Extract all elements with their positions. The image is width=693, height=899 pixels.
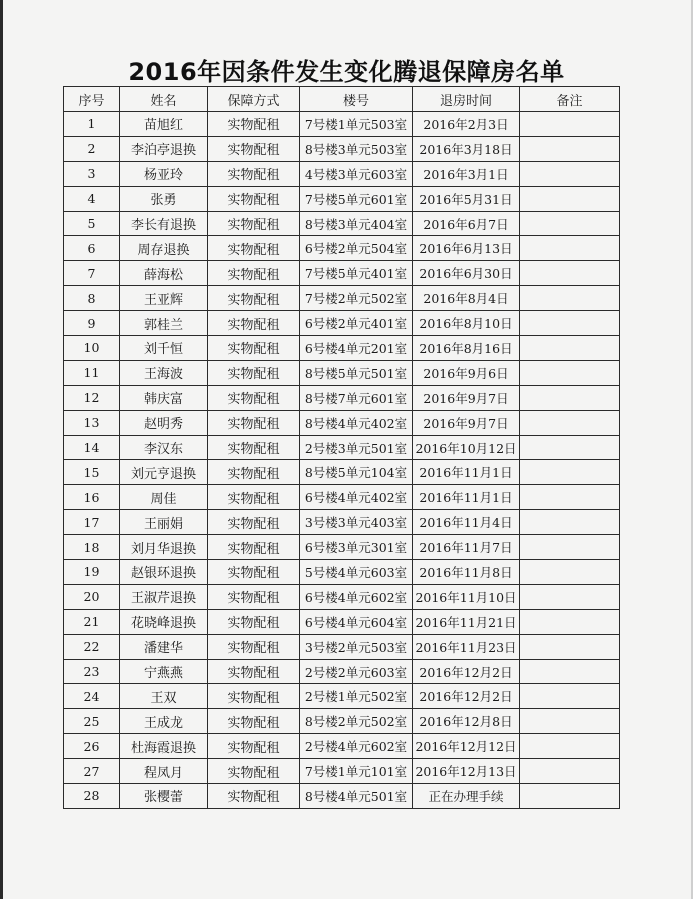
cell-method: 实物配租 [208, 261, 300, 286]
table-row [64, 560, 620, 585]
cell-date: 2016年11月23日 [413, 634, 520, 659]
cell-name: 李长有退换 [120, 211, 208, 236]
cell-date: 2016年8月16日 [413, 336, 520, 361]
table-row [64, 261, 620, 286]
cell-date: 2016年3月18日 [413, 136, 520, 161]
cell-note [520, 784, 620, 809]
cell-note [520, 136, 620, 161]
cell-no: 5 [64, 211, 120, 236]
cell-no: 19 [64, 560, 120, 585]
cell-no: 6 [64, 236, 120, 261]
table-row [64, 311, 620, 336]
cell-no: 7 [64, 261, 120, 286]
cell-building: 6号楼4单元602室 [300, 584, 413, 609]
table-row [64, 112, 620, 137]
cell-date: 2016年9月7日 [413, 410, 520, 435]
cell-name: 韩庆富 [120, 385, 208, 410]
cell-building: 8号楼3单元404室 [300, 211, 413, 236]
cell-building: 4号楼3单元603室 [300, 161, 413, 186]
table-row [64, 609, 620, 634]
table-row [64, 136, 620, 161]
cell-method: 实物配租 [208, 485, 300, 510]
cell-name: 王成龙 [120, 709, 208, 734]
cell-no: 18 [64, 535, 120, 560]
table-row [64, 435, 620, 460]
cell-name: 刘月华退换 [120, 535, 208, 560]
table-row [64, 734, 620, 759]
cell-date: 2016年6月7日 [413, 211, 520, 236]
cell-method: 实物配租 [208, 510, 300, 535]
cell-date: 2016年11月21日 [413, 609, 520, 634]
cell-note [520, 684, 620, 709]
cell-note [520, 510, 620, 535]
cell-note [520, 112, 620, 137]
cell-method: 实物配租 [208, 336, 300, 361]
cell-note [520, 759, 620, 784]
cell-name: 周存退换 [120, 236, 208, 261]
cell-building: 2号楼2单元603室 [300, 659, 413, 684]
document-title: 2016年因条件发生变化腾退保障房名单 [128, 58, 565, 86]
cell-building: 8号楼7单元601室 [300, 385, 413, 410]
cell-note [520, 286, 620, 311]
table-row [64, 336, 620, 361]
header-date: 退房时间 [413, 87, 520, 112]
cell-building: 2号楼3单元501室 [300, 435, 413, 460]
table-row [64, 759, 620, 784]
cell-method: 实物配租 [208, 634, 300, 659]
cell-building: 5号楼4单元603室 [300, 560, 413, 585]
table-row [64, 385, 620, 410]
cell-method: 实物配租 [208, 360, 300, 385]
cell-no: 4 [64, 186, 120, 211]
cell-method: 实物配租 [208, 460, 300, 485]
cell-date: 2016年2月3日 [413, 112, 520, 137]
cell-date: 2016年10月12日 [413, 435, 520, 460]
cell-no: 28 [64, 784, 120, 809]
cell-date: 2016年3月1日 [413, 161, 520, 186]
cell-no: 9 [64, 311, 120, 336]
cell-method: 实物配租 [208, 609, 300, 634]
cell-note [520, 385, 620, 410]
cell-note [520, 609, 620, 634]
cell-building: 3号楼2单元503室 [300, 634, 413, 659]
table-row [64, 161, 620, 186]
cell-method: 实物配租 [208, 236, 300, 261]
cell-building: 7号楼1单元101室 [300, 759, 413, 784]
cell-method: 实物配租 [208, 211, 300, 236]
cell-name: 李汉东 [120, 435, 208, 460]
cell-building: 7号楼1单元503室 [300, 112, 413, 137]
cell-note [520, 634, 620, 659]
cell-building: 8号楼4单元501室 [300, 784, 413, 809]
table-row [64, 360, 620, 385]
cell-date: 2016年12月12日 [413, 734, 520, 759]
header-name: 姓名 [120, 87, 208, 112]
cell-name: 程凤月 [120, 759, 208, 784]
cell-note [520, 336, 620, 361]
cell-note [520, 410, 620, 435]
cell-no: 21 [64, 609, 120, 634]
cell-no: 25 [64, 709, 120, 734]
cell-date: 2016年6月13日 [413, 236, 520, 261]
cell-name: 宁燕燕 [120, 659, 208, 684]
cell-note [520, 709, 620, 734]
header-no: 序号 [64, 87, 120, 112]
cell-name: 苗旭红 [120, 112, 208, 137]
header-building: 楼号 [300, 87, 413, 112]
cell-name: 赵银环退换 [120, 560, 208, 585]
cell-method: 实物配租 [208, 385, 300, 410]
cell-method: 实物配租 [208, 560, 300, 585]
cell-no: 3 [64, 161, 120, 186]
cell-building: 7号楼2单元502室 [300, 286, 413, 311]
cell-name: 王亚辉 [120, 286, 208, 311]
cell-note [520, 485, 620, 510]
table-row [64, 460, 620, 485]
cell-building: 6号楼3单元301室 [300, 535, 413, 560]
cell-building: 6号楼4单元604室 [300, 609, 413, 634]
cell-building: 6号楼4单元402室 [300, 485, 413, 510]
cell-date: 2016年12月2日 [413, 659, 520, 684]
cell-name: 刘元亨退换 [120, 460, 208, 485]
cell-building: 3号楼3单元403室 [300, 510, 413, 535]
cell-note [520, 734, 620, 759]
header-note: 备注 [520, 87, 620, 112]
cell-no: 12 [64, 385, 120, 410]
cell-building: 6号楼2单元401室 [300, 311, 413, 336]
cell-name: 张樱蕾 [120, 784, 208, 809]
cell-no: 14 [64, 435, 120, 460]
cell-note [520, 311, 620, 336]
cell-date: 2016年12月2日 [413, 684, 520, 709]
cell-method: 实物配租 [208, 584, 300, 609]
cell-date: 2016年11月1日 [413, 460, 520, 485]
cell-method: 实物配租 [208, 161, 300, 186]
cell-date: 2016年11月4日 [413, 510, 520, 535]
cell-no: 23 [64, 659, 120, 684]
cell-name: 潘建华 [120, 634, 208, 659]
roster-body [64, 112, 620, 809]
cell-method: 实物配租 [208, 684, 300, 709]
cell-name: 薛海松 [120, 261, 208, 286]
cell-date: 2016年9月6日 [413, 360, 520, 385]
cell-name: 王双 [120, 684, 208, 709]
table-row [64, 584, 620, 609]
cell-name: 王淑芹退换 [120, 584, 208, 609]
cell-building: 8号楼5单元104室 [300, 460, 413, 485]
cell-no: 10 [64, 336, 120, 361]
cell-name: 郭桂兰 [120, 311, 208, 336]
cell-no: 2 [64, 136, 120, 161]
cell-no: 11 [64, 360, 120, 385]
cell-building: 6号楼2单元504室 [300, 236, 413, 261]
cell-building: 8号楼3单元503室 [300, 136, 413, 161]
cell-method: 实物配租 [208, 186, 300, 211]
cell-method: 实物配租 [208, 709, 300, 734]
table-row [64, 535, 620, 560]
cell-method: 实物配租 [208, 112, 300, 137]
cell-name: 杨亚玲 [120, 161, 208, 186]
cell-name: 杜海霞退换 [120, 734, 208, 759]
cell-no: 17 [64, 510, 120, 535]
cell-no: 26 [64, 734, 120, 759]
cell-date: 2016年11月7日 [413, 535, 520, 560]
cell-note [520, 236, 620, 261]
cell-building: 8号楼5单元501室 [300, 360, 413, 385]
cell-date: 2016年11月1日 [413, 485, 520, 510]
cell-method: 实物配租 [208, 734, 300, 759]
table-row [64, 709, 620, 734]
cell-building: 7号楼5单元401室 [300, 261, 413, 286]
cell-note [520, 560, 620, 585]
cell-date: 2016年11月8日 [413, 560, 520, 585]
cell-name: 张勇 [120, 186, 208, 211]
cell-note [520, 435, 620, 460]
cell-note [520, 360, 620, 385]
cell-name: 刘千恒 [120, 336, 208, 361]
cell-building: 2号楼1单元502室 [300, 684, 413, 709]
table-row [64, 186, 620, 211]
table-row [64, 211, 620, 236]
cell-note [520, 535, 620, 560]
header-method: 保障方式 [208, 87, 300, 112]
cell-name: 赵明秀 [120, 410, 208, 435]
cell-note [520, 161, 620, 186]
cell-building: 7号楼5单元601室 [300, 186, 413, 211]
table-row [64, 634, 620, 659]
cell-method: 实物配租 [208, 435, 300, 460]
cell-name: 王丽娟 [120, 510, 208, 535]
cell-no: 27 [64, 759, 120, 784]
cell-name: 周佳 [120, 485, 208, 510]
cell-building: 8号楼2单元502室 [300, 709, 413, 734]
cell-note [520, 659, 620, 684]
cell-method: 实物配租 [208, 311, 300, 336]
cell-no: 24 [64, 684, 120, 709]
cell-date: 2016年11月10日 [413, 584, 520, 609]
cell-no: 13 [64, 410, 120, 435]
cell-no: 8 [64, 286, 120, 311]
cell-method: 实物配租 [208, 759, 300, 784]
cell-name: 李泊亭退换 [120, 136, 208, 161]
table-row [64, 784, 620, 809]
cell-no: 15 [64, 460, 120, 485]
cell-note [520, 460, 620, 485]
cell-date: 2016年9月7日 [413, 385, 520, 410]
table-row [64, 684, 620, 709]
cell-note [520, 584, 620, 609]
cell-no: 16 [64, 485, 120, 510]
cell-no: 1 [64, 112, 120, 137]
cell-building: 6号楼4单元201室 [300, 336, 413, 361]
cell-method: 实物配租 [208, 659, 300, 684]
cell-date: 2016年5月31日 [413, 186, 520, 211]
cell-date: 2016年12月13日 [413, 759, 520, 784]
table-row [64, 410, 620, 435]
cell-no: 22 [64, 634, 120, 659]
cell-building: 8号楼4单元402室 [300, 410, 413, 435]
table-row [64, 659, 620, 684]
cell-date: 正在办理手续 [413, 784, 520, 809]
cell-name: 王海波 [120, 360, 208, 385]
cell-date: 2016年8月4日 [413, 286, 520, 311]
table-row [64, 510, 620, 535]
cell-date: 2016年6月30日 [413, 261, 520, 286]
table-row [64, 236, 620, 261]
cell-no: 20 [64, 584, 120, 609]
cell-building: 2号楼4单元602室 [300, 734, 413, 759]
cell-date: 2016年8月10日 [413, 311, 520, 336]
cell-method: 实物配租 [208, 784, 300, 809]
table-row [64, 485, 620, 510]
cell-note [520, 261, 620, 286]
tenant-roster-table [63, 86, 620, 809]
cell-method: 实物配租 [208, 286, 300, 311]
cell-method: 实物配租 [208, 136, 300, 161]
cell-name: 花晓峰退换 [120, 609, 208, 634]
header-row [64, 87, 620, 112]
table-row [64, 286, 620, 311]
cell-method: 实物配租 [208, 535, 300, 560]
cell-date: 2016年12月8日 [413, 709, 520, 734]
cell-method: 实物配租 [208, 410, 300, 435]
cell-note [520, 211, 620, 236]
cell-note [520, 186, 620, 211]
